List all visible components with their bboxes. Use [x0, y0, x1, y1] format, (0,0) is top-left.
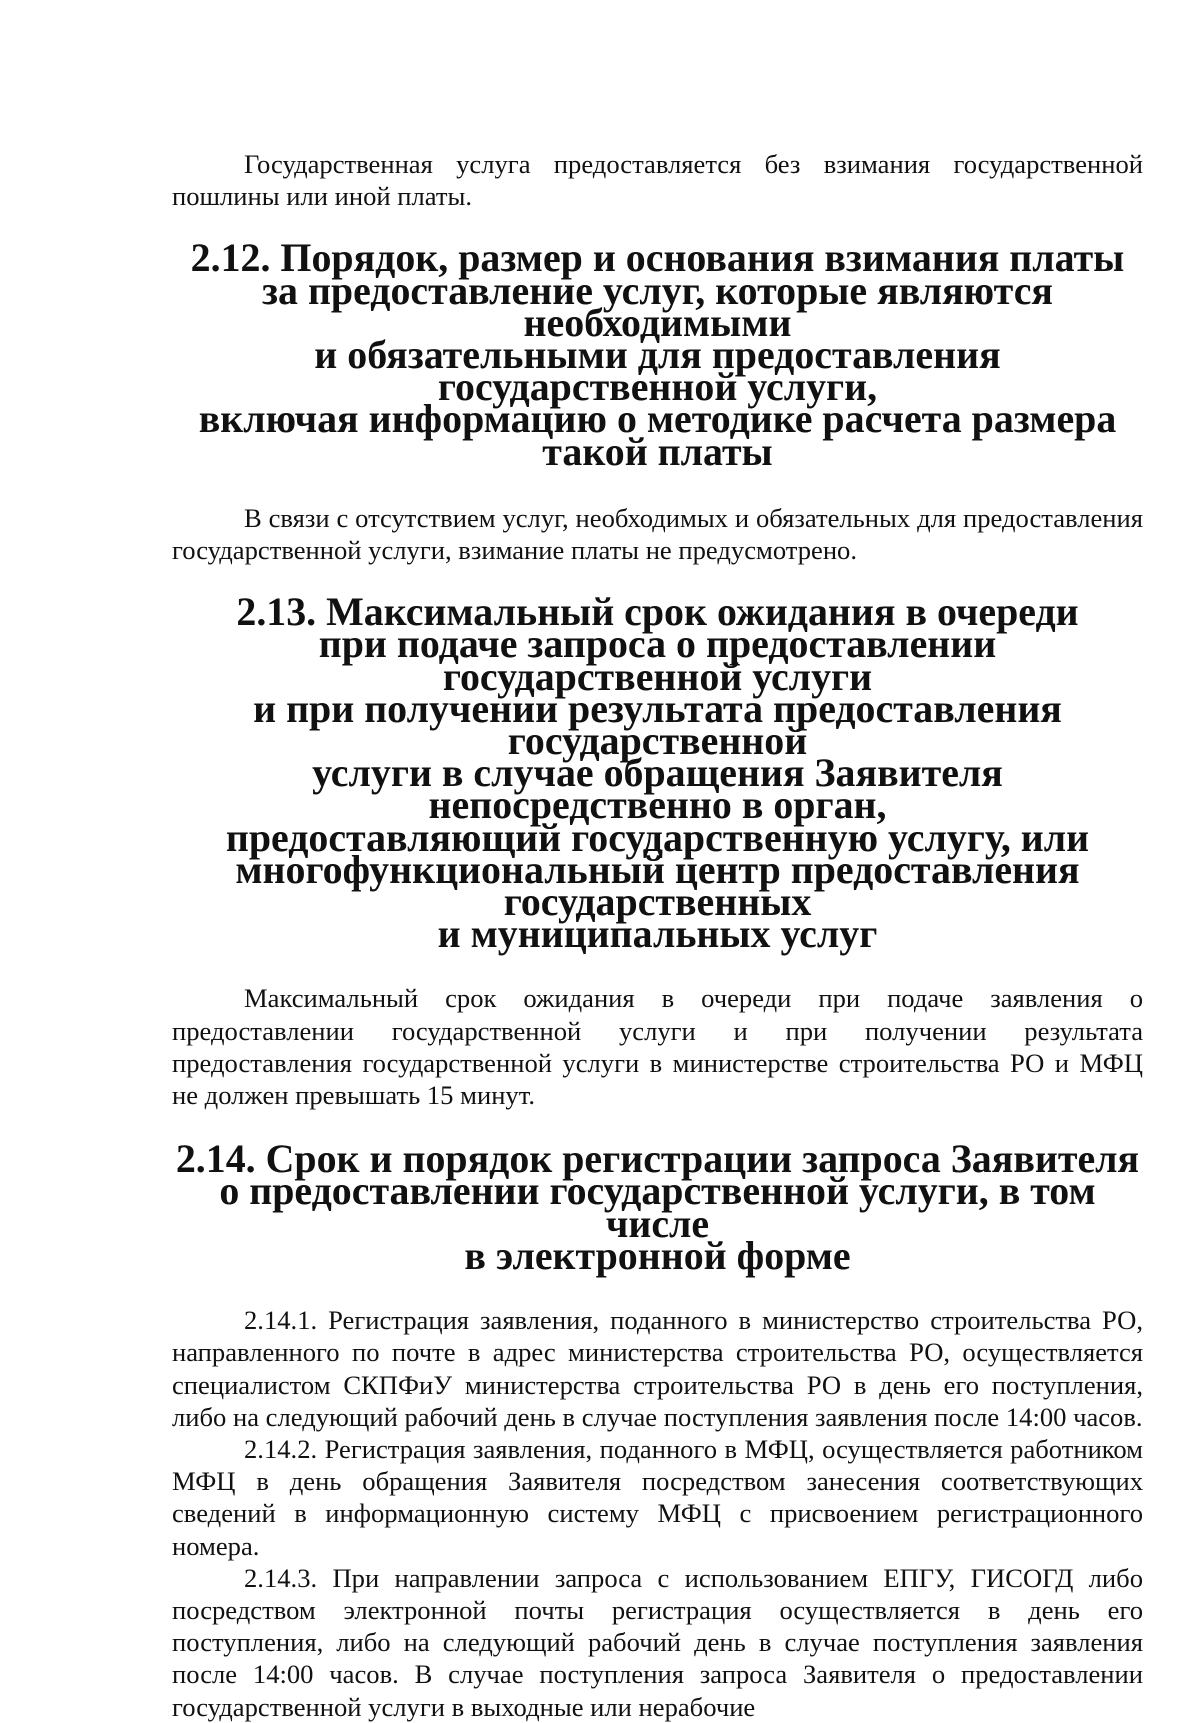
- heading-line: при подаче запроса о предоставлении государственной услуги: [318, 621, 997, 699]
- heading-line: в электронной форме: [464, 1232, 851, 1278]
- heading-line: включая информацию о методике расчета размера такой платы: [198, 396, 1117, 474]
- heading-line: и при получении результата предоставления государственной: [253, 685, 1062, 764]
- heading-line: о предоставлении государственной услуги, в том числе: [219, 1168, 1096, 1246]
- heading-line: и обязательными для предоставления государственной услуги,: [314, 332, 1001, 410]
- paragraph-2-14-1: 2.14.1. Регистрация заявления, поданного в министерство строительства РО, направленного по почте в адрес министерства строительства РО, осуществляется специалистом СКПФиУ министерства строительства РО в день его поступления, либо на следующий рабочий день в случае поступления заявления после 14:00 часов.: [172, 1305, 1143, 1432]
- heading-line: многофункциональный центр предоставления государственных: [235, 846, 1080, 925]
- heading-line: услуги в случае обращения Заявителя непосредственно в орган,: [312, 750, 1003, 828]
- section-2-14-heading: [172, 1136, 1143, 1278]
- heading-line: за предоставление услуг, которые являются необходимыми: [262, 267, 1053, 345]
- section-2-13-heading: [172, 589, 1143, 957]
- heading-line: 2.12. Порядок, размер и основания взимания платы: [190, 235, 1125, 281]
- heading-line: 2.14. Срок и порядок регистрации запроса Заявителя: [175, 1136, 1140, 1182]
- section-2-12-paragraph: В связи с отсутствием услуг, необходимых и обязательных для предоставления государственной услуги, взимание платы не предусмотрено.: [172, 502, 1143, 566]
- document-page: [172, 148, 1143, 1723]
- heading-line: 2.13. Максимальный срок ожидания в очереди: [236, 589, 1079, 635]
- heading-line: предоставляющий государственную услугу, или: [225, 814, 1090, 860]
- section-2-13-paragraph: Максимальный срок ожидания в очереди при подаче заявления о предоставлении государственной услуги и при получении результата предоставления государственной услуги в министерстве строительства РО и МФЦ не должен превышать 15 минут.: [172, 983, 1143, 1111]
- paragraph-2-14-3: 2.14.3. При направлении запроса с использованием ЕПГУ, ГИСОГД либо посредством электронной почты регистрация осуществляется в день его поступления, либо на следующий рабочий день в случае поступления заявления после 14:00 часов. В случае поступления запроса Заявителя о предоставлении государственной услуги в выходные или нерабочие: [172, 1562, 1143, 1722]
- section-2-12-heading: [172, 235, 1143, 474]
- intro-paragraph: Государственная услуга предоставляется без взимания государственной пошлины или иной платы.: [172, 149, 1143, 212]
- paragraph-2-14-2: 2.14.2. Регистрация заявления, поданного в МФЦ, осуществляется работником МФЦ в день обращения Заявителя посредством занесения соответствующих сведений в информационную систему МФЦ с присвоением регистрационного номера.: [172, 1433, 1143, 1561]
- heading-line: и муниципальных услуг: [437, 911, 878, 957]
